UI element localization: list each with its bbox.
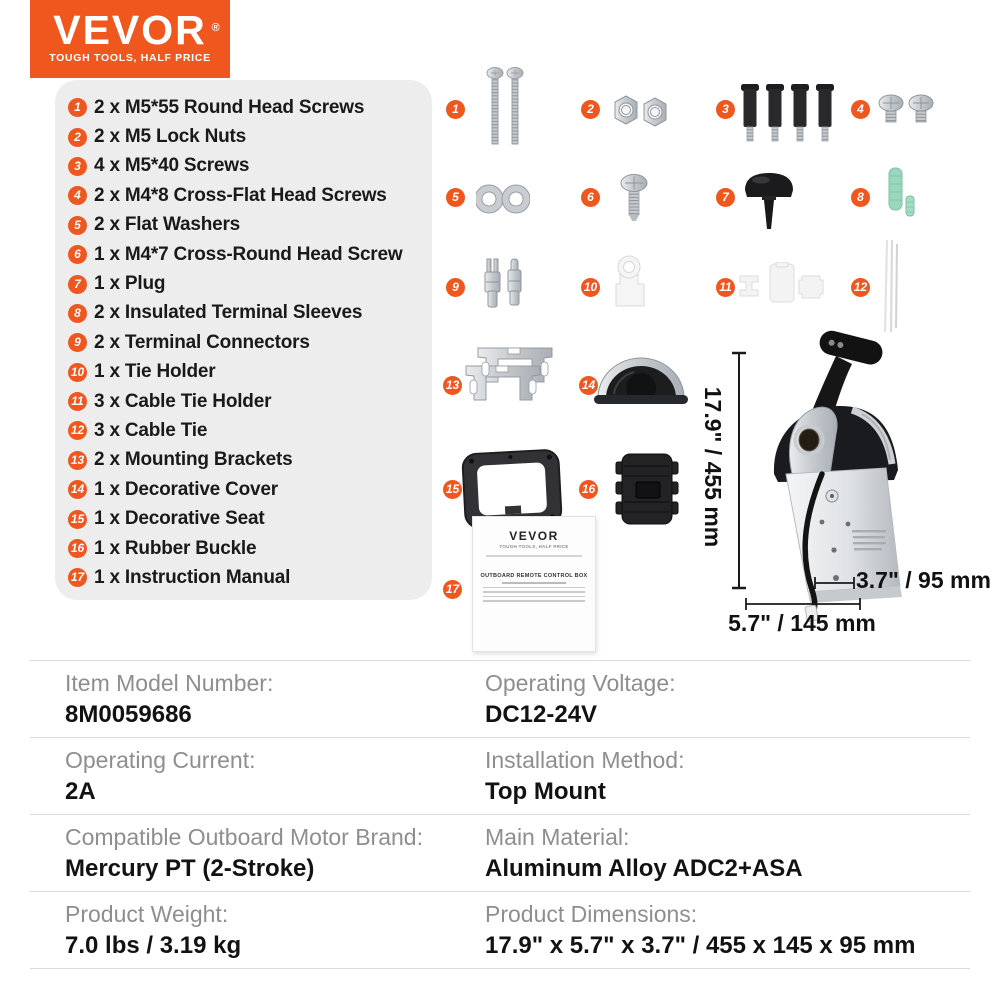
part-photo-flat-washers — [476, 184, 530, 214]
spec-label: Operating Voltage: — [485, 670, 676, 696]
item-number-badge: 7 — [68, 275, 87, 294]
item-label: 1 x Tie Holder — [94, 361, 216, 383]
photo-number-badge: 6 — [581, 188, 600, 207]
list-item — [68, 240, 432, 269]
list-item — [68, 328, 432, 357]
photo-number-badge: 16 — [579, 480, 598, 499]
part-photo-cross-round-screw — [616, 174, 652, 222]
item-label: 2 x Mounting Brackets — [94, 449, 293, 471]
depth-dimension-line — [812, 574, 858, 592]
item-number-badge: 5 — [68, 216, 87, 235]
item-label: 4 x M5*40 Screws — [94, 155, 250, 177]
list-item — [68, 358, 432, 387]
brand-logo — [30, 0, 230, 78]
part-photo-rubber-buckle — [614, 450, 680, 528]
item-label: 1 x Plug — [94, 273, 166, 295]
list-item — [68, 269, 432, 298]
photo-number-badge: 15 — [443, 480, 462, 499]
item-label: 2 x Flat Washers — [94, 214, 241, 236]
spec-row — [30, 814, 970, 891]
list-item — [68, 416, 432, 445]
item-label: 3 x Cable Tie — [94, 419, 208, 441]
width-dimension-label: 5.7" / 145 mm — [728, 610, 876, 636]
photo-number-badge: 5 — [446, 188, 465, 207]
photo-number-badge: 8 — [851, 188, 870, 207]
item-label: 1 x Decorative Cover — [94, 478, 278, 500]
list-item — [68, 446, 432, 475]
registered-mark: ® — [211, 22, 220, 34]
photo-number-badge: 9 — [446, 278, 465, 297]
list-item — [68, 211, 432, 240]
height-dimension-label: 17.9" / 455 mm — [700, 386, 726, 548]
item-label: 2 x M4*8 Cross-Flat Head Screws — [94, 184, 387, 206]
photo-number-badge: 7 — [716, 188, 735, 207]
item-number-badge: 12 — [68, 421, 87, 440]
photo-number-badge: 12 — [851, 278, 870, 297]
item-number-badge: 11 — [68, 392, 87, 411]
spec-label: Main Material: — [485, 824, 630, 850]
item-number-badge: 8 — [68, 304, 87, 323]
part-photo-terminal-sleeves — [886, 166, 916, 230]
spec-value: Top Mount — [485, 778, 606, 805]
depth-dimension-label: 3.7" / 95 mm — [856, 567, 991, 593]
item-number-badge: 2 — [68, 128, 87, 147]
item-label: 1 x Rubber Buckle — [94, 537, 257, 559]
list-item — [68, 387, 432, 416]
spec-table-bottom-divider — [30, 968, 970, 969]
photo-number-badge: 13 — [443, 376, 462, 395]
photo-number-badge: 4 — [851, 100, 870, 119]
spec-label: Item Model Number: — [65, 670, 274, 696]
spec-row — [30, 737, 970, 814]
item-label: 2 x M5 Lock Nuts — [94, 126, 247, 148]
spec-value: 7.0 lbs / 3.19 kg — [65, 932, 242, 959]
part-photo-plug — [740, 170, 798, 234]
item-label: 1 x Decorative Seat — [94, 508, 265, 530]
spec-value: 17.9" x 5.7" x 3.7" / 455 x 145 x 95 mm — [485, 932, 916, 959]
spec-row — [30, 660, 970, 737]
photo-number-badge: 11 — [716, 278, 735, 297]
item-number-badge: 9 — [68, 333, 87, 352]
item-number-badge: 1 — [68, 98, 87, 117]
part-photo-mounting-brackets — [464, 346, 560, 412]
list-item — [68, 152, 432, 181]
list-item — [68, 563, 432, 592]
list-item — [68, 475, 432, 504]
item-label: 1 x Instruction Manual — [94, 566, 291, 588]
spec-label: Installation Method: — [485, 747, 685, 773]
spec-label: Operating Current: — [65, 747, 256, 773]
part-photo-tie-holder — [610, 254, 648, 308]
spec-label: Product Weight: — [65, 901, 229, 927]
part-photo-terminal-connectors — [480, 256, 526, 314]
list-item — [68, 504, 432, 533]
manual-brand-text: VEVOR — [509, 529, 559, 543]
item-number-badge: 14 — [68, 480, 87, 499]
photo-number-badge: 10 — [581, 278, 600, 297]
part-photo-cross-flat-screws — [878, 94, 936, 126]
item-number-badge: 16 — [68, 539, 87, 558]
list-item — [68, 299, 432, 328]
item-label: 1 x M4*7 Cross-Round Head Screw — [94, 243, 403, 265]
item-number-badge: 3 — [68, 157, 87, 176]
list-item — [68, 181, 432, 210]
spec-label: Product Dimensions: — [485, 901, 698, 927]
list-item — [68, 93, 432, 122]
part-photo-m5-40-screws — [740, 84, 834, 144]
part-photo-cable-ties — [882, 238, 902, 334]
item-label: 2 x Insulated Terminal Sleeves — [94, 302, 363, 324]
parts-list-panel — [55, 80, 432, 600]
spec-value: Aluminum Alloy ADC2+ASA — [485, 855, 803, 882]
manual-tagline: TOUGH TOOLS, HALF PRICE — [499, 544, 569, 549]
height-dimension-line — [730, 346, 750, 594]
brand-logo-text: VEVOR ® — [53, 7, 220, 53]
item-label: 3 x Cable Tie Holder — [94, 390, 272, 412]
photo-number-badge: 17 — [443, 580, 462, 599]
item-number-badge: 10 — [68, 363, 87, 382]
item-number-badge: 6 — [68, 245, 87, 264]
part-photo-lock-nuts — [610, 94, 672, 128]
photo-number-badge: 1 — [446, 100, 465, 119]
item-number-badge: 4 — [68, 186, 87, 205]
spec-label: Compatible Outboard Motor Brand: — [65, 824, 423, 850]
spec-row — [30, 891, 970, 968]
item-number-badge: 17 — [68, 568, 87, 587]
spec-value: DC12-24V — [485, 701, 598, 728]
photo-number-badge: 14 — [579, 376, 598, 395]
part-photo-decorative-cover — [590, 332, 692, 408]
manual-title: OUTBOARD REMOTE CONTROL BOX — [480, 573, 588, 579]
part-photo-instruction-manual — [472, 516, 596, 652]
part-photo-cable-tie-holders — [736, 262, 824, 306]
list-item — [68, 122, 432, 151]
spec-value: 2A — [65, 778, 96, 805]
spec-value: Mercury PT (2-Stroke) — [65, 855, 315, 882]
item-label: 2 x Terminal Connectors — [94, 331, 310, 353]
photo-number-badge: 2 — [581, 100, 600, 119]
item-label: 2 x M5*55 Round Head Screws — [94, 96, 365, 118]
list-item — [68, 534, 432, 563]
item-number-badge: 15 — [68, 510, 87, 529]
brand-tagline: TOUGH TOOLS, HALF PRICE — [49, 52, 211, 64]
photo-number-badge: 3 — [716, 100, 735, 119]
spec-value: 8M0059686 — [65, 701, 192, 728]
item-number-badge: 13 — [68, 451, 87, 470]
part-photo-round-head-screws — [482, 66, 528, 150]
